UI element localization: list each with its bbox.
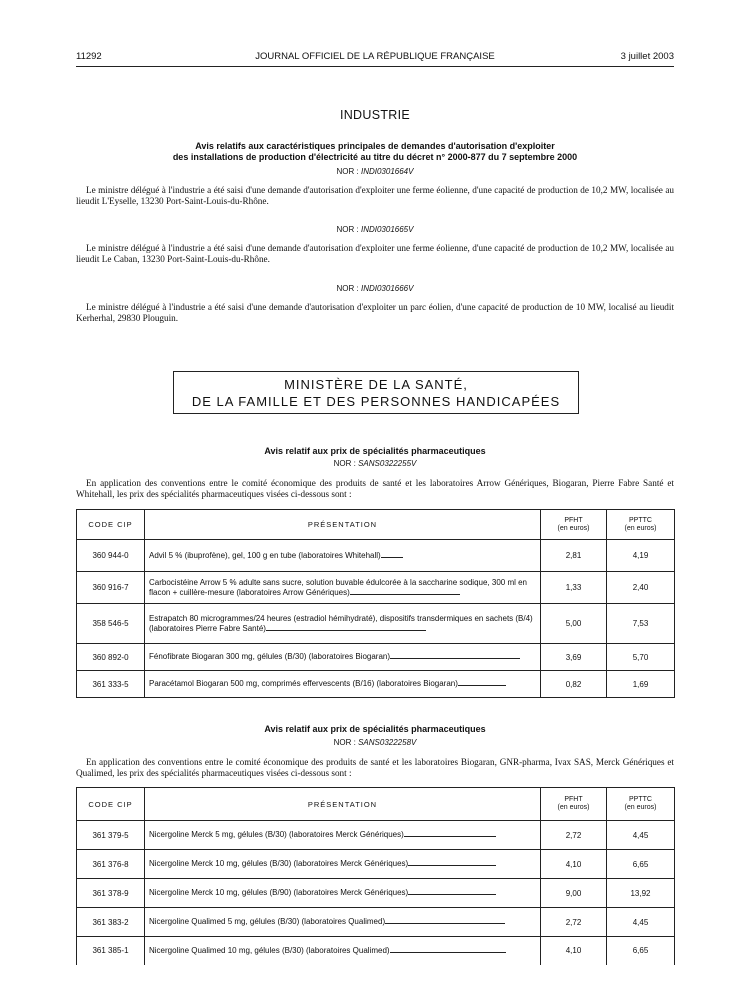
cell-pfht: 4,10 xyxy=(541,937,607,965)
leader-dots xyxy=(350,594,460,595)
cell-ppttc: 4,45 xyxy=(607,821,675,850)
table-row xyxy=(77,850,675,879)
leader-dots xyxy=(408,894,496,895)
table-row xyxy=(77,572,675,604)
ppttc-unit: (en euros) xyxy=(624,804,657,811)
leader-dots xyxy=(458,685,506,686)
avis1-price-table xyxy=(76,509,675,698)
presentation-text: Nicergoline Merck 10 mg, gélules (B/90) (laboratoires Merck Génériques) xyxy=(149,888,409,897)
nor-line xyxy=(76,284,674,293)
avis2-title: Avis relatif aux prix de spécialités pharmaceutiques xyxy=(264,724,486,734)
section-title-industrie: INDUSTRIE xyxy=(339,108,411,122)
cell-pfht: 0,82 xyxy=(541,671,607,698)
col-header-pfht xyxy=(541,510,607,540)
cell-code: 361 379-5 xyxy=(77,821,145,850)
cell-presentation xyxy=(145,937,541,965)
cell-ppttc: 6,65 xyxy=(607,850,675,879)
col-header-code: CODE CIP xyxy=(77,788,145,821)
cell-ppttc: 2,40 xyxy=(607,572,675,604)
avis-industrie-title-line2: des installations de production d'électricité au titre du décret n° 2000-877 du 7 septembre 2000 xyxy=(172,151,578,162)
industrie-paragraph: Le ministre délégué à l'industrie a été saisi d'une demande d'autorisation d'exploiter un parc éolien, d'une capacité de production de 10 MW, localisé au lieudit Kerherhal, 29830 Plouguin. xyxy=(76,302,674,323)
running-header xyxy=(76,51,674,65)
cell-ppttc: 6,65 xyxy=(607,937,675,965)
cell-code: 361 333-5 xyxy=(77,671,145,698)
leader-dots xyxy=(408,865,496,866)
journal-title: JOURNAL OFFICIEL DE LA RÉPUBLIQUE FRANÇAISE xyxy=(255,51,495,62)
issue-date: 3 juillet 2003 xyxy=(620,51,674,62)
nor-code: INDI0301666V xyxy=(360,284,414,293)
ppttc-unit: (en euros) xyxy=(624,524,657,532)
cell-ppttc: 4,45 xyxy=(607,908,675,937)
nor-label: NOR : xyxy=(336,167,359,176)
table-row xyxy=(77,879,675,908)
table-row xyxy=(77,821,675,850)
cell-ppttc: 7,53 xyxy=(607,604,675,644)
presentation-text: Paracétamol Biogaran 500 mg, comprimés effervescents (B/16) (laboratoires Biogaran) xyxy=(149,679,458,688)
col-header-pfht xyxy=(541,788,607,821)
cell-code: 361 378-9 xyxy=(77,879,145,908)
ministere-line1: MINISTÈRE DE LA SANTÉ, xyxy=(284,377,468,392)
leader-dots xyxy=(266,630,426,631)
cell-presentation xyxy=(145,604,541,644)
leader-dots xyxy=(390,952,506,953)
nor-label: NOR : xyxy=(336,225,359,234)
header-rule xyxy=(76,66,674,67)
avis1-title: Avis relatif aux prix de spécialités pharmaceutiques xyxy=(264,446,486,456)
avis1-nor-line xyxy=(76,459,674,468)
nor-label: NOR : xyxy=(336,284,359,293)
col-header-ppttc xyxy=(607,788,675,821)
presentation-text: Carbocistéine Arrow 5 % adulte sans sucre, solution buvable édulcorée à la saccharine sodique, 300 ml en flacon + cuillère-mesure (laboratoires Arrow Génériques) xyxy=(149,577,527,597)
cell-ppttc: 4,19 xyxy=(607,540,675,572)
industrie-paragraph: Le ministre délégué à l'industrie a été saisi d'une demande d'autorisation d'exploiter une ferme éolienne, d'une capacité de production de 10,2 MW, localisée au lieudit L'Eyselle, 13230 Port-Saint-Louis-du-Rhône. xyxy=(76,185,674,206)
cell-pfht: 9,00 xyxy=(541,879,607,908)
cell-presentation xyxy=(145,850,541,879)
presentation-text: Nicergoline Qualimed 5 mg, gélules (B/30) (laboratoires Qualimed) xyxy=(149,917,386,926)
presentation-text: Nicergoline Merck 5 mg, gélules (B/30) (laboratoires Merck Génériques) xyxy=(149,830,404,839)
nor-code: SANS0322255V xyxy=(358,459,417,468)
industrie-paragraph: Le ministre délégué à l'industrie a été saisi d'une demande d'autorisation d'exploiter une ferme éolienne, d'une capacité de production de 10,2 MW, localisée au lieudit Le Caban, 13230 Port-Saint-Louis-du-Rhône. xyxy=(76,243,674,264)
table-row xyxy=(77,937,675,965)
pfht-unit: (en euros) xyxy=(557,524,590,532)
presentation-text: Nicergoline Qualimed 10 mg, gélules (B/30) (laboratoires Qualimed) xyxy=(149,945,390,955)
pfht-unit: (en euros) xyxy=(557,804,590,811)
ppttc-label: PPTTC xyxy=(629,796,652,803)
cell-ppttc: 1,69 xyxy=(607,671,675,698)
avis2-nor-line xyxy=(76,738,674,747)
presentation-text: Advil 5 % (ibuprofène), gel, 100 g en tube (laboratoires Whitehall) xyxy=(149,550,381,560)
cell-code: 360 916-7 xyxy=(77,572,145,604)
cell-pfht: 2,81 xyxy=(541,540,607,572)
col-header-presentation: PRÉSENTATION xyxy=(145,788,541,821)
cell-pfht: 1,33 xyxy=(541,572,607,604)
cell-pfht: 2,72 xyxy=(541,821,607,850)
presentation-text: Estrapatch 80 microgrammes/24 heures (estradiol hémihydraté), dispositifs transdermiques en sachets (B/4) (laboratoires Pierre Fabre Santé) xyxy=(149,613,533,633)
cell-code: 360 892-0 xyxy=(77,644,145,671)
nor-label: NOR : xyxy=(333,459,356,468)
presentation-text: Nicergoline Merck 10 mg, gélules (B/30) (laboratoires Merck Génériques) xyxy=(149,859,409,868)
cell-code: 361 383-2 xyxy=(77,908,145,937)
table-header-row xyxy=(77,510,675,540)
cell-pfht: 2,72 xyxy=(541,908,607,937)
presentation-text: Fénofibrate Biogaran 300 mg, gélules (B/30) (laboratoires Biogaran) xyxy=(149,652,391,661)
avis1-intro: En application des conventions entre le comité économique des produits de santé et les laboratoires Arrow Génériques, Biogaran, Pierre Fabre Santé et Whitehall, les prix des spécialités pharmaceutiques visées ci-dessous sont : xyxy=(76,478,674,499)
pfht-label: PFHT xyxy=(564,796,583,803)
nor-line xyxy=(76,225,674,234)
avis-industrie-title-line1: Avis relatifs aux caractéristiques principales de demandes d'autorisation d'exploiter xyxy=(195,141,555,151)
leader-dots xyxy=(390,658,520,659)
cell-pfht: 4,10 xyxy=(541,850,607,879)
col-header-presentation: PRÉSENTATION xyxy=(145,510,541,540)
cell-pfht: 5,00 xyxy=(541,604,607,644)
avis-industrie-title xyxy=(76,141,674,162)
table-row xyxy=(77,671,675,698)
cell-presentation xyxy=(145,540,541,572)
col-header-ppttc xyxy=(607,510,675,540)
table-row xyxy=(77,604,675,644)
cell-presentation xyxy=(145,879,541,908)
leader-dots xyxy=(404,836,496,837)
nor-line xyxy=(76,167,674,176)
table-row xyxy=(77,540,675,572)
page-number: 11292 xyxy=(76,51,102,62)
nor-code: SANS0322258V xyxy=(358,738,417,747)
nor-label: NOR : xyxy=(333,738,356,747)
pfht-label: PFHT xyxy=(564,516,583,524)
cell-presentation xyxy=(145,644,541,671)
cell-ppttc: 13,92 xyxy=(607,879,675,908)
avis2-intro: En application des conventions entre le comité économique des produits de santé et les laboratoires Biogaran, GNR-pharma, Ivax SAS, Merck Génériques et Qualimed, les prix des spécialités pharmaceutiques visées ci-dessous sont : xyxy=(76,757,674,778)
cell-code: 360 944-0 xyxy=(77,540,145,572)
ppttc-label: PPTTC xyxy=(629,516,652,524)
cell-code: 361 376-8 xyxy=(77,850,145,879)
nor-code: INDI0301665V xyxy=(360,225,414,234)
cell-presentation xyxy=(145,821,541,850)
table-row xyxy=(77,644,675,671)
ministere-line2: DE LA FAMILLE ET DES PERSONNES HANDICAPÉES xyxy=(191,394,561,409)
cell-presentation xyxy=(145,671,541,698)
cell-code: 358 546-5 xyxy=(77,604,145,644)
cell-ppttc: 5,70 xyxy=(607,644,675,671)
table-row xyxy=(77,908,675,937)
leader-dots xyxy=(385,923,505,924)
cell-code: 361 385-1 xyxy=(77,937,145,965)
cell-presentation xyxy=(145,572,541,604)
ministere-title-box xyxy=(173,371,579,414)
avis2-price-table xyxy=(76,787,675,965)
leader-dots xyxy=(381,557,403,558)
nor-code: INDI0301664V xyxy=(360,167,414,176)
table-header-row xyxy=(77,788,675,821)
col-header-code: CODE CIP xyxy=(77,510,145,540)
cell-presentation xyxy=(145,908,541,937)
cell-pfht: 3,69 xyxy=(541,644,607,671)
